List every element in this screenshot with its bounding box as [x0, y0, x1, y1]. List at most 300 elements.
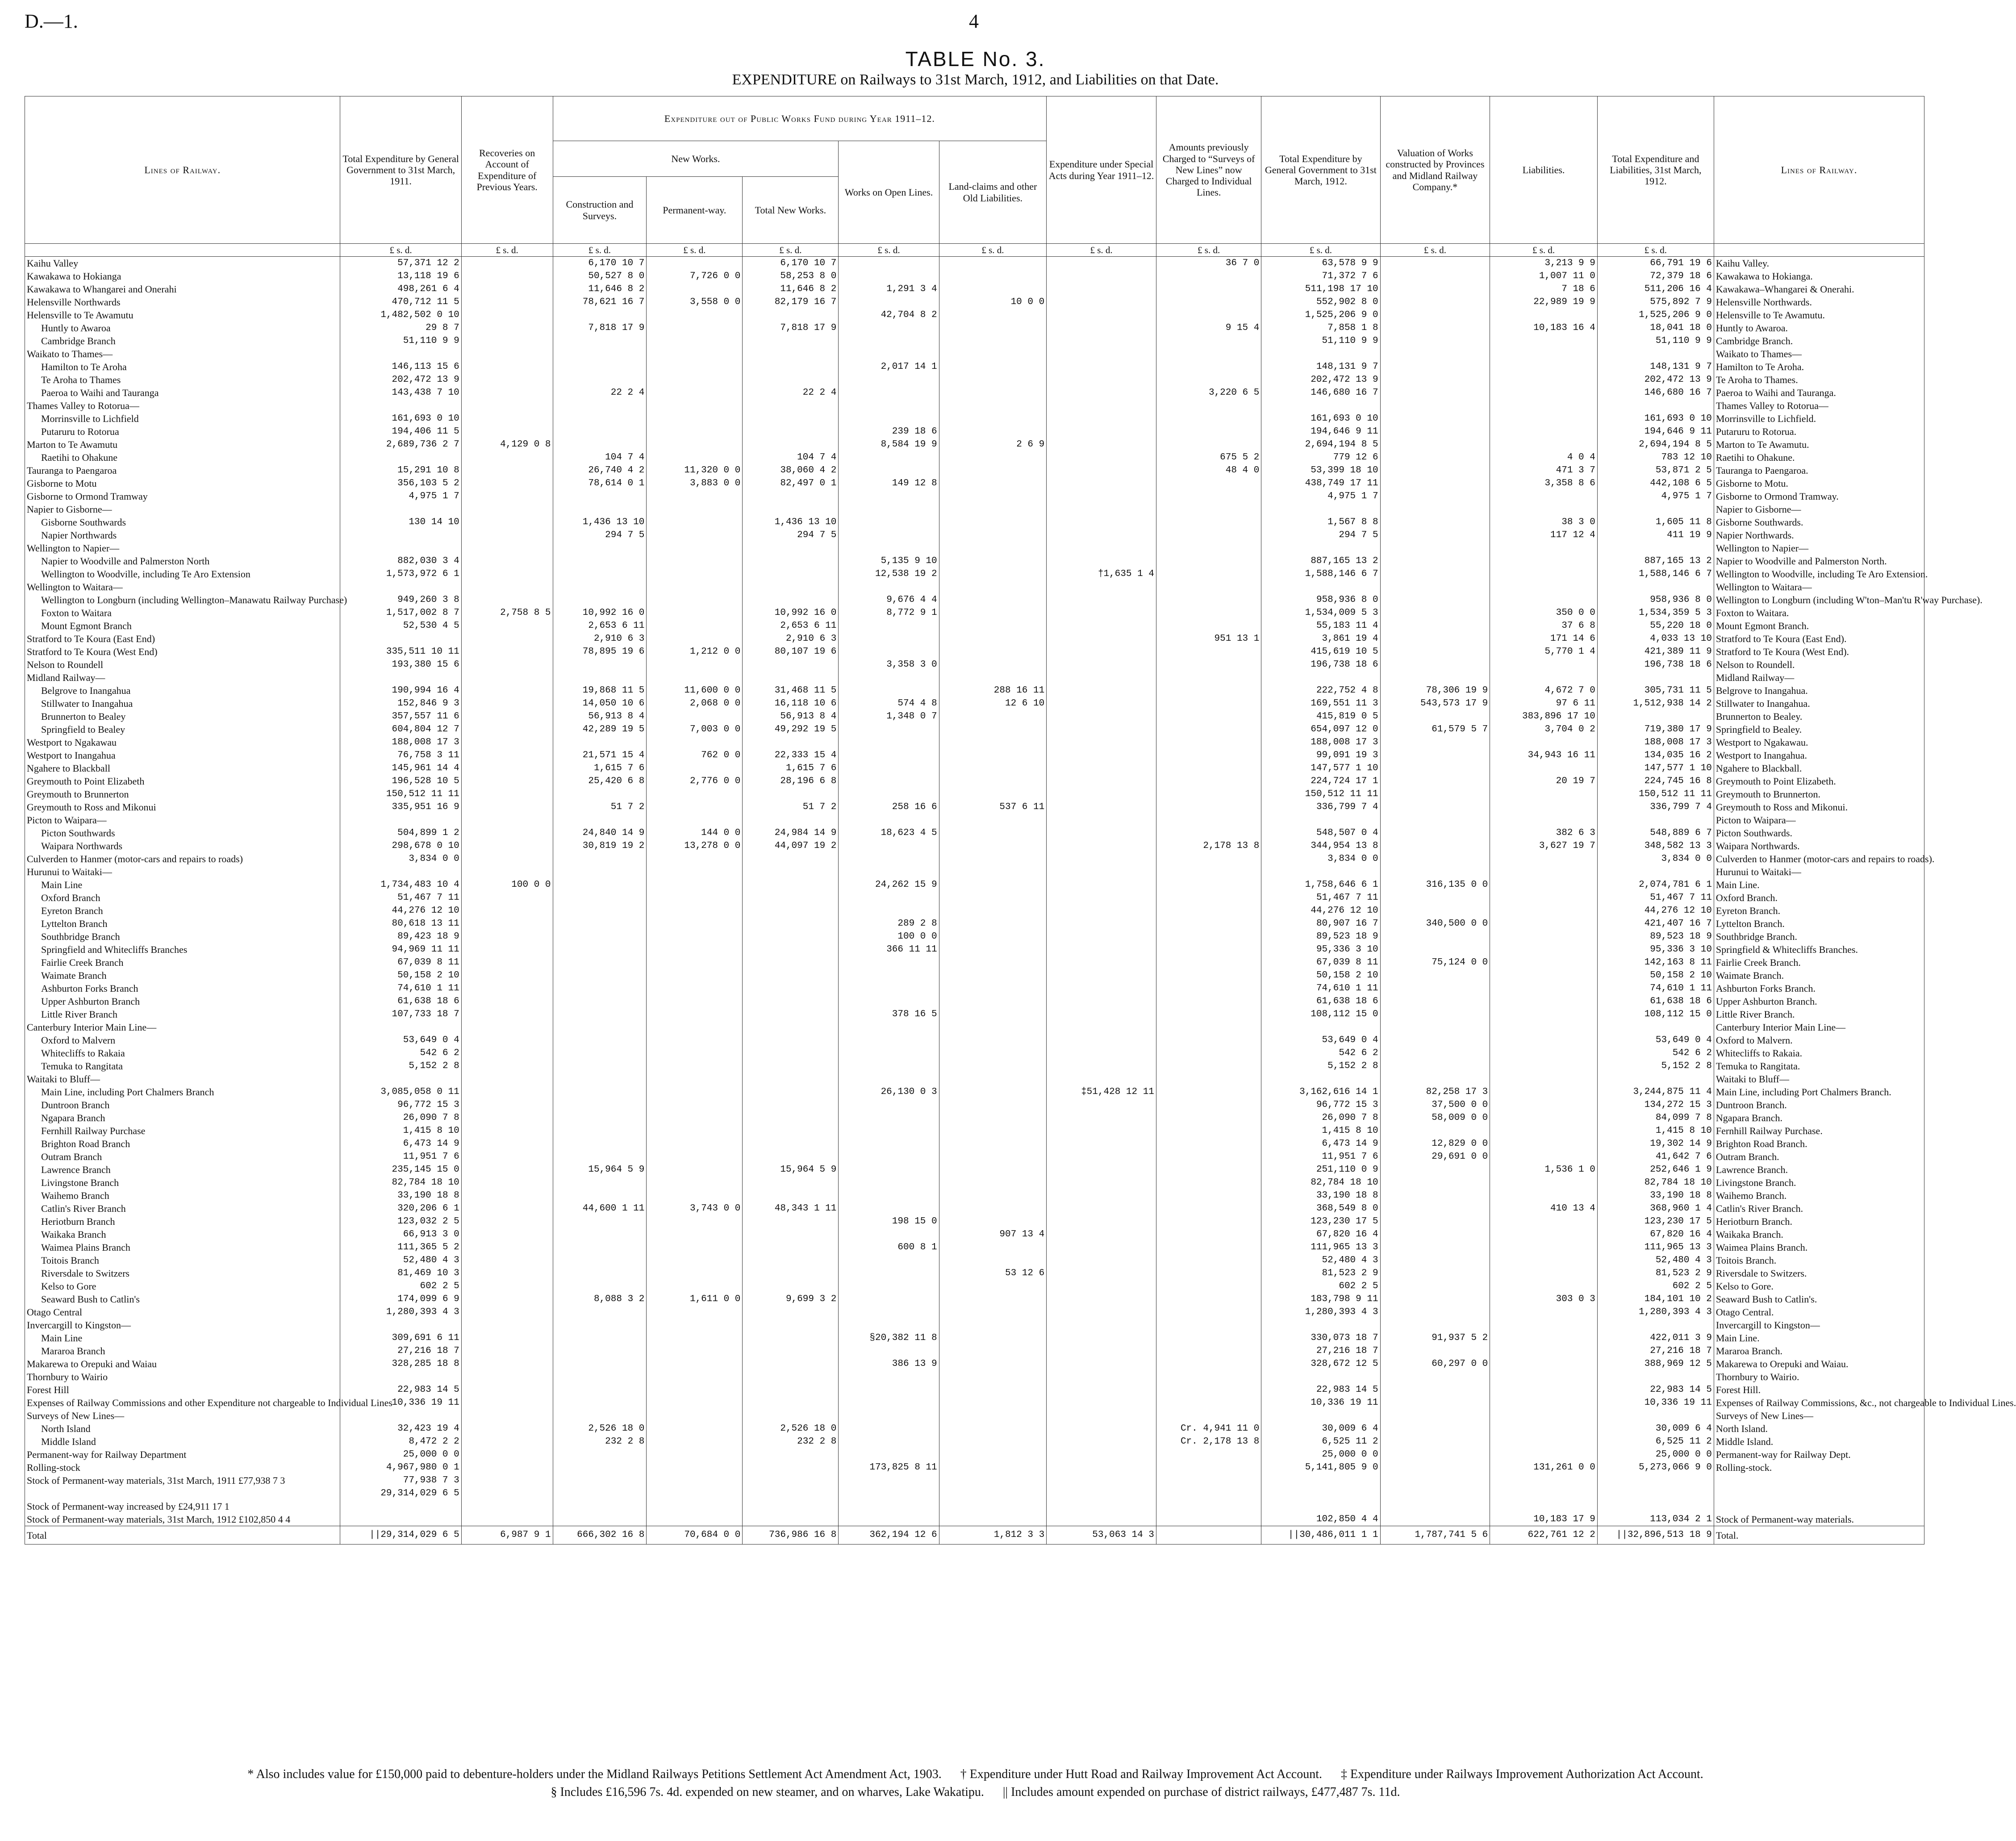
line-name-right: Springfield & Whitecliffs Branches. [1714, 943, 1924, 956]
cell-recoveries [461, 1150, 553, 1163]
cell-land-claims: 537 6 11 [939, 801, 1047, 814]
cell-permanent-way: 11,600 0 0 [647, 684, 743, 697]
table-row [25, 257, 1924, 270]
table-row [25, 710, 1924, 723]
cell-land-claims [939, 399, 1047, 412]
cell-permanent-way [647, 788, 743, 801]
cell-surveys-charged [1156, 762, 1261, 775]
table-row [25, 1150, 1924, 1163]
cell-total-new-works [743, 1241, 839, 1254]
cell-total-1912: 6,473 14 9 [1261, 1137, 1380, 1150]
cell-recoveries [461, 464, 553, 477]
cell-liabilities: 10,183 17 9 [1490, 1513, 1598, 1526]
cell-open-lines [839, 684, 939, 697]
cell-open-lines [839, 1060, 939, 1073]
cell-total-1912: ||30,486,011 1 1 [1261, 1526, 1380, 1545]
cell-construction [553, 1280, 647, 1293]
line-name: Tauranga to Paengaroa [25, 464, 340, 477]
cell-total-new-works [743, 1176, 839, 1189]
line-name-right: Outram Branch. [1714, 1150, 1924, 1163]
line-name: Ngahere to Blackball [25, 762, 340, 775]
cell-recoveries [461, 956, 553, 969]
table-row [25, 1098, 1924, 1111]
line-name: Te Aroha to Thames [25, 373, 340, 386]
cell-open-lines: 574 4 8 [839, 697, 939, 710]
cell-total-1912: 161,693 0 10 [1261, 412, 1380, 425]
cell-total-liabilities: 61,638 18 6 [1597, 995, 1714, 1008]
cell-land-claims [939, 555, 1047, 568]
cell-total-liabilities: 887,165 13 2 [1597, 555, 1714, 568]
cell-recoveries [461, 1435, 553, 1448]
cell-recoveries [461, 1422, 553, 1435]
line-name: Brighton Road Branch [25, 1137, 340, 1150]
cell-total-1911 [340, 503, 461, 516]
cell-land-claims [939, 982, 1047, 995]
cell-total-liabilities: 82,784 18 10 [1597, 1176, 1714, 1189]
cell-total-liabilities: 542 6 2 [1597, 1047, 1714, 1060]
cell-construction: 78,895 19 6 [553, 645, 647, 658]
cell-liabilities [1490, 788, 1598, 801]
cell-permanent-way [647, 1111, 743, 1124]
cell-construction: 104 7 4 [553, 451, 647, 464]
cell-total-liabilities: 123,230 17 5 [1597, 1215, 1714, 1228]
cell-surveys-charged [1156, 1085, 1261, 1098]
line-name-right: Otago Central. [1714, 1306, 1924, 1319]
cell-land-claims [939, 347, 1047, 360]
cell-total-new-works [743, 1098, 839, 1111]
cell-recoveries [461, 839, 553, 852]
cell-construction: 8,088 3 2 [553, 1293, 647, 1306]
cell-open-lines: 9,676 4 4 [839, 593, 939, 606]
line-name: Putaruru to Rotorua [25, 425, 340, 438]
cell-land-claims [939, 1241, 1047, 1254]
table-row [25, 1383, 1924, 1396]
cell-construction [553, 412, 647, 425]
cell-special-acts [1047, 619, 1156, 632]
cell-total-1911: 50,158 2 10 [340, 969, 461, 982]
cell-total-new-works [743, 852, 839, 865]
cell-valuation [1380, 1487, 1490, 1500]
cell-total-1912: 30,009 6 4 [1261, 1422, 1380, 1435]
cell-liabilities: 622,761 12 2 [1490, 1526, 1598, 1545]
cell-total-liabilities: 66,791 19 6 [1597, 257, 1714, 270]
line-name-right: Stratford to Te Koura (East End). [1714, 632, 1924, 645]
cell-recoveries: 2,758 8 5 [461, 606, 553, 619]
cell-total-liabilities: ||32,896,513 18 9 [1597, 1526, 1714, 1545]
cell-special-acts [1047, 1073, 1156, 1085]
line-name: Canterbury Interior Main Line— [25, 1021, 340, 1034]
cell-special-acts [1047, 1047, 1156, 1060]
cell-open-lines [839, 1370, 939, 1383]
unit-header: £ s. d. [461, 244, 553, 257]
cell-total-1911: 94,969 11 11 [340, 943, 461, 956]
cell-recoveries [461, 1409, 553, 1422]
cell-valuation [1380, 1124, 1490, 1137]
line-name: Raetihi to Ohakune [25, 451, 340, 464]
cell-recoveries [461, 995, 553, 1008]
line-name-right: Middle Island. [1714, 1435, 1924, 1448]
table-row [25, 555, 1924, 568]
cell-surveys-charged: 9 15 4 [1156, 321, 1261, 334]
cell-total-1911: 602 2 5 [340, 1280, 461, 1293]
cell-surveys-charged [1156, 1163, 1261, 1176]
cell-liabilities [1490, 555, 1598, 568]
cell-special-acts [1047, 1461, 1156, 1474]
cell-total-new-works [743, 956, 839, 969]
cell-total-1912: 3,834 0 0 [1261, 852, 1380, 865]
cell-recoveries [461, 1487, 553, 1500]
cell-special-acts [1047, 1163, 1156, 1176]
footnotes-line-2 [0, 1785, 1951, 1799]
cell-construction [553, 1021, 647, 1034]
cell-land-claims [939, 943, 1047, 956]
cell-total-liabilities: 134,035 16 2 [1597, 749, 1714, 762]
cell-land-claims [939, 658, 1047, 671]
cell-open-lines [839, 1409, 939, 1422]
line-name-right: Tauranga to Paengaroa. [1714, 464, 1924, 477]
line-name: Wellington to Waitara— [25, 580, 340, 593]
cell-total-liabilities [1597, 865, 1714, 878]
cell-valuation [1380, 1435, 1490, 1448]
col-recoveries: Recoveries on Account of Expenditure of Previous Years. [461, 96, 553, 244]
cell-total-1912: 67,039 8 11 [1261, 956, 1380, 969]
line-name: Oxford to Malvern [25, 1034, 340, 1047]
line-name-right: Putaruru to Rotorua. [1714, 425, 1924, 438]
cell-surveys-charged [1156, 1073, 1261, 1085]
cell-total-1911: 61,638 18 6 [340, 995, 461, 1008]
cell-open-lines [839, 1267, 939, 1280]
cell-valuation [1380, 1500, 1490, 1513]
line-name-right: Napier Northwards. [1714, 529, 1924, 542]
cell-valuation: 75,124 0 0 [1380, 956, 1490, 969]
cell-land-claims [939, 477, 1047, 490]
cell-recoveries: 4,129 0 8 [461, 438, 553, 451]
cell-construction [553, 956, 647, 969]
table-row [25, 451, 1924, 464]
cell-valuation [1380, 1241, 1490, 1254]
table-row [25, 529, 1924, 542]
cell-liabilities: 382 6 3 [1490, 827, 1598, 839]
unit-header: £ s. d. [1156, 244, 1261, 257]
cell-permanent-way: 1,212 0 0 [647, 645, 743, 658]
cell-surveys-charged [1156, 606, 1261, 619]
cell-permanent-way [647, 956, 743, 969]
line-name: Waimea Plains Branch [25, 1241, 340, 1254]
cell-construction [553, 1085, 647, 1098]
cell-liabilities: 410 13 4 [1490, 1202, 1598, 1215]
line-name: Waikato to Thames— [25, 347, 340, 360]
cell-recoveries [461, 1332, 553, 1344]
cell-surveys-charged [1156, 1409, 1261, 1422]
cell-total-1911: 882,030 3 4 [340, 555, 461, 568]
cell-total-1912: 2,694,194 8 5 [1261, 438, 1380, 451]
cell-total-1911: 52,530 4 5 [340, 619, 461, 632]
line-name-right: Cambridge Branch. [1714, 334, 1924, 347]
cell-permanent-way [647, 969, 743, 982]
cell-surveys-charged [1156, 580, 1261, 593]
cell-surveys-charged [1156, 568, 1261, 580]
line-name-right: Waihemo Branch. [1714, 1189, 1924, 1202]
cell-permanent-way [647, 1098, 743, 1111]
cell-construction [553, 1332, 647, 1344]
cell-open-lines: 258 16 6 [839, 801, 939, 814]
footnote-dagger: † Expenditure under Hutt Road and Railway Improvement Act Account. [960, 1767, 1322, 1781]
line-name: Ngapara Branch [25, 1111, 340, 1124]
cell-total-liabilities: 305,731 11 5 [1597, 684, 1714, 697]
cell-construction [553, 555, 647, 568]
line-name: Westport to Ngakawau [25, 736, 340, 749]
cell-special-acts [1047, 386, 1156, 399]
cell-valuation [1380, 943, 1490, 956]
cell-land-claims [939, 270, 1047, 283]
cell-permanent-way [647, 619, 743, 632]
line-name-right: Ngahere to Blackball. [1714, 762, 1924, 775]
cell-land-claims [939, 1189, 1047, 1202]
cell-surveys-charged [1156, 1008, 1261, 1021]
cell-construction: 1,436 13 10 [553, 516, 647, 529]
cell-land-claims [939, 1098, 1047, 1111]
cell-valuation [1380, 555, 1490, 568]
cell-open-lines [839, 412, 939, 425]
cell-land-claims [939, 1370, 1047, 1383]
cell-total-liabilities: 18,041 18 0 [1597, 321, 1714, 334]
cell-surveys-charged [1156, 1150, 1261, 1163]
cell-open-lines: 8,584 19 9 [839, 438, 939, 451]
cell-open-lines: 42,704 8 2 [839, 309, 939, 321]
cell-total-liabilities: 51,467 7 11 [1597, 891, 1714, 904]
cell-construction [553, 891, 647, 904]
cell-open-lines [839, 762, 939, 775]
cell-land-claims [939, 969, 1047, 982]
cell-surveys-charged [1156, 1267, 1261, 1280]
table-row [25, 645, 1924, 658]
cell-liabilities: 10,183 16 4 [1490, 321, 1598, 334]
line-name: Helensville to Te Awamutu [25, 309, 340, 321]
cell-total-liabilities: 252,646 1 9 [1597, 1163, 1714, 1176]
cell-total-new-works [743, 1254, 839, 1267]
cell-total-liabilities: 442,108 6 5 [1597, 477, 1714, 490]
cell-recoveries [461, 516, 553, 529]
cell-construction: 11,646 8 2 [553, 283, 647, 296]
cell-construction [553, 309, 647, 321]
cell-construction: 24,840 14 9 [553, 827, 647, 839]
cell-surveys-charged [1156, 788, 1261, 801]
table-row [25, 736, 1924, 749]
cell-total-new-works: 6,170 10 7 [743, 257, 839, 270]
cell-total-1912: 11,951 7 6 [1261, 1150, 1380, 1163]
unit-header: £ s. d. [939, 244, 1047, 257]
cell-open-lines [839, 386, 939, 399]
cell-total-liabilities: 368,960 1 4 [1597, 1202, 1714, 1215]
cell-recoveries [461, 451, 553, 464]
cell-total-liabilities: 4,033 13 10 [1597, 632, 1714, 645]
cell-construction: 7,818 17 9 [553, 321, 647, 334]
cell-total-new-works: 51 7 2 [743, 801, 839, 814]
cell-total-1911: 1,573,972 6 1 [340, 568, 461, 580]
line-name-right: Waipara Northwards. [1714, 839, 1924, 852]
cell-total-1911: 82,784 18 10 [340, 1176, 461, 1189]
page-number: 4 [969, 10, 979, 32]
cell-permanent-way [647, 1021, 743, 1034]
cell-construction: 14,050 10 6 [553, 697, 647, 710]
line-name-right: Southbridge Branch. [1714, 930, 1924, 943]
cell-total-liabilities: 548,889 6 7 [1597, 827, 1714, 839]
line-name: Stratford to Te Koura (West End) [25, 645, 340, 658]
table-row [25, 477, 1924, 490]
cell-surveys-charged [1156, 516, 1261, 529]
cell-open-lines [839, 321, 939, 334]
cell-total-new-works [743, 412, 839, 425]
cell-total-liabilities: 1,280,393 4 3 [1597, 1306, 1714, 1319]
cell-surveys-charged [1156, 736, 1261, 749]
cell-surveys-charged: 951 13 1 [1156, 632, 1261, 645]
cell-total-1912: 74,610 1 11 [1261, 982, 1380, 995]
cell-liabilities [1490, 1396, 1598, 1409]
cell-total-new-works [743, 1396, 839, 1409]
cell-valuation [1380, 1513, 1490, 1526]
table-row [25, 334, 1924, 347]
cell-valuation [1380, 309, 1490, 321]
cell-recoveries [461, 425, 553, 438]
cell-construction [553, 865, 647, 878]
cell-open-lines [839, 995, 939, 1008]
cell-total-1912: 22,983 14 5 [1261, 1383, 1380, 1396]
cell-open-lines [839, 1306, 939, 1319]
cell-liabilities [1490, 943, 1598, 956]
cell-valuation [1380, 1267, 1490, 1280]
cell-permanent-way [647, 1319, 743, 1332]
cell-total-new-works [743, 1448, 839, 1461]
cell-construction [553, 1034, 647, 1047]
cell-valuation [1380, 1163, 1490, 1176]
cell-special-acts [1047, 723, 1156, 736]
cell-construction [553, 1047, 647, 1060]
cell-total-liabilities: 3,834 0 0 [1597, 852, 1714, 865]
cell-open-lines [839, 982, 939, 995]
cell-liabilities: 22,989 19 9 [1490, 296, 1598, 309]
cell-total-new-works [743, 658, 839, 671]
cell-permanent-way: 2,776 0 0 [647, 775, 743, 788]
cell-permanent-way [647, 1435, 743, 1448]
cell-open-lines [839, 1293, 939, 1306]
table-row [25, 1280, 1924, 1293]
cell-liabilities: 171 14 6 [1490, 632, 1598, 645]
cell-total-liabilities: 53,649 0 4 [1597, 1034, 1714, 1047]
line-name: Brunnerton to Bealey [25, 710, 340, 723]
cell-liabilities [1490, 1215, 1598, 1228]
table-row [25, 1073, 1924, 1085]
cell-open-lines: 3,358 3 0 [839, 658, 939, 671]
cell-open-lines: 386 13 9 [839, 1357, 939, 1370]
cell-total-new-works: 736,986 16 8 [743, 1526, 839, 1545]
cell-surveys-charged [1156, 852, 1261, 865]
cell-special-acts [1047, 1422, 1156, 1435]
footnote-double-dagger: ‡ Expenditure under Railways Improvement Authorization Act Account. [1340, 1767, 1703, 1781]
cell-surveys-charged [1156, 1111, 1261, 1124]
cell-land-claims [939, 1085, 1047, 1098]
cell-special-acts [1047, 749, 1156, 762]
cell-total-liabilities [1597, 347, 1714, 360]
cell-construction: 2,653 6 11 [553, 619, 647, 632]
cell-permanent-way [647, 852, 743, 865]
cell-liabilities [1490, 917, 1598, 930]
cell-total-1912 [1261, 865, 1380, 878]
cell-special-acts: †1,635 1 4 [1047, 568, 1156, 580]
cell-land-claims [939, 788, 1047, 801]
cell-total-liabilities: 958,936 8 0 [1597, 593, 1714, 606]
cell-special-acts [1047, 438, 1156, 451]
unit-header: £ s. d. [743, 244, 839, 257]
cell-recoveries [461, 529, 553, 542]
line-name-right: Gisborne to Motu. [1714, 477, 1924, 490]
cell-total-1912: 415,819 0 5 [1261, 710, 1380, 723]
cell-total-1912 [1261, 1021, 1380, 1034]
cell-total-1911 [340, 865, 461, 878]
cell-permanent-way [647, 257, 743, 270]
cell-liabilities [1490, 801, 1598, 814]
doc-reference: D.—1. [25, 10, 78, 32]
cell-total-new-works: 104 7 4 [743, 451, 839, 464]
line-name: Belgrove to Inangahua [25, 684, 340, 697]
cell-surveys-charged [1156, 943, 1261, 956]
cell-total-1912: 1,588,146 6 7 [1261, 568, 1380, 580]
cell-valuation [1380, 296, 1490, 309]
cell-total-1911: 11,951 7 6 [340, 1150, 461, 1163]
line-name-right: Brunnerton to Bealey. [1714, 710, 1924, 723]
cell-land-claims [939, 1280, 1047, 1293]
line-name: Makarewa to Orepuki and Waiau [25, 1357, 340, 1370]
cell-total-1911: 4,967,980 0 1 [340, 1461, 461, 1474]
cell-special-acts [1047, 775, 1156, 788]
line-name: Gisborne to Motu [25, 477, 340, 490]
cell-total-new-works [743, 503, 839, 516]
cell-construction [553, 1111, 647, 1124]
cell-total-1912: 548,507 0 4 [1261, 827, 1380, 839]
cell-open-lines [839, 671, 939, 684]
cell-total-liabilities: 67,820 16 4 [1597, 1228, 1714, 1241]
cell-total-1911: 81,469 10 3 [340, 1267, 461, 1280]
cell-total-1911: 29,314,029 6 5 [340, 1487, 461, 1500]
line-name: Surveys of New Lines— [25, 1409, 340, 1422]
cell-construction [553, 1513, 647, 1526]
cell-permanent-way [647, 542, 743, 555]
cell-open-lines [839, 1474, 939, 1487]
cell-construction [553, 1098, 647, 1111]
cell-land-claims [939, 749, 1047, 762]
cell-special-acts [1047, 904, 1156, 917]
cell-surveys-charged: 36 7 0 [1156, 257, 1261, 270]
cell-open-lines [839, 347, 939, 360]
cell-total-1911 [340, 1513, 461, 1526]
cell-special-acts [1047, 645, 1156, 658]
line-name-right: Eyreton Branch. [1714, 904, 1924, 917]
cell-valuation [1380, 1422, 1490, 1435]
cell-special-acts [1047, 257, 1156, 270]
cell-open-lines [839, 516, 939, 529]
cell-construction: 1,615 7 6 [553, 762, 647, 775]
page-subtitle: EXPENDITURE on Railways to 31st March, 1912, and Liabilities on that Date. [732, 71, 1219, 88]
cell-permanent-way [647, 1513, 743, 1526]
table-row [25, 296, 1924, 309]
cell-total-new-works [743, 930, 839, 943]
cell-open-lines [839, 503, 939, 516]
cell-total-liabilities [1597, 671, 1714, 684]
cell-total-1912: 150,512 11 11 [1261, 788, 1380, 801]
cell-land-claims [939, 1357, 1047, 1370]
cell-surveys-charged [1156, 1357, 1261, 1370]
cell-liabilities [1490, 490, 1598, 503]
cell-permanent-way [647, 1409, 743, 1422]
